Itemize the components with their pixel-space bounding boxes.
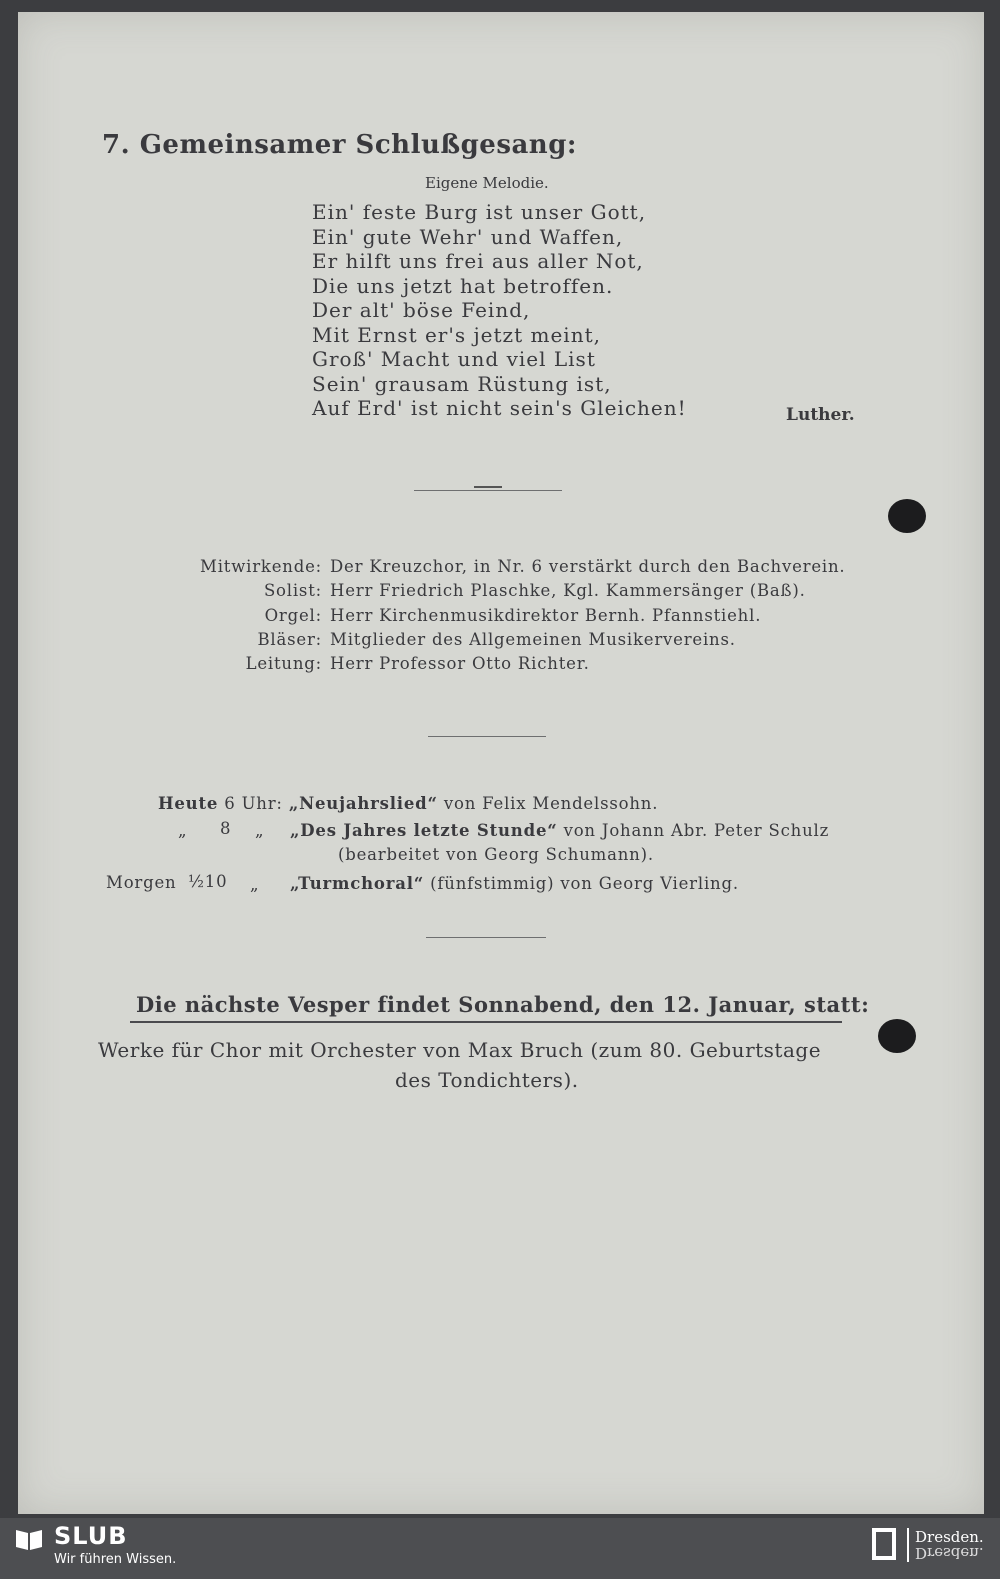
hymn-line: Ein' feste Burg ist unser Gott,: [312, 200, 647, 224]
performer-name: Mitglieder des Allgemeinen Musikervereins.: [330, 629, 736, 649]
city-logo-mirror: Dresden.: [915, 1544, 984, 1562]
divider-ornament: [474, 486, 502, 488]
next-vesper-works: Werke für Chor mit Orchester von Max Bruch (zum 80. Geburtstage: [98, 1038, 822, 1062]
schedule-piece: „Neujahrslied“: [288, 794, 438, 813]
performer-role: Orgel:: [264, 605, 322, 625]
hymn-line: Groß' Macht und viel List: [312, 347, 596, 371]
performer-role: Bläser:: [257, 629, 322, 649]
hymn-line: Auf Erd' ist nicht sein's Gleichen!: [312, 396, 687, 420]
performer-row: [0, 604, 845, 628]
hymn-line: Mit Ernst er's jetzt meint,: [312, 322, 601, 347]
schedule-row: [290, 821, 829, 840]
schedule-time: 8: [220, 819, 232, 838]
brand-tagline: Wir führen Wissen.: [54, 1552, 177, 1567]
hymn-line: Sein' grausam Rüstung ist,: [312, 371, 612, 396]
divider: [428, 736, 546, 737]
schedule-ditto: „: [250, 875, 260, 894]
performers-list: [0, 555, 845, 676]
schedule-note: (bearbeitet von Georg Schumann).: [338, 845, 654, 864]
hymn-line: Der alt' böse Feind,: [312, 298, 531, 322]
hymn-line: Die uns jetzt hat betroffen.: [312, 273, 614, 298]
hymn-line: Ein' gute Wehr' und Waffen,: [312, 224, 624, 249]
performer-row: [0, 628, 845, 652]
brand-name: SLUB: [54, 1522, 128, 1550]
performer-name: Der Kreuzchor, in Nr. 6 verstärkt durch den Bachverein.: [330, 557, 846, 576]
melody-note: Eigene Melodie.: [425, 174, 549, 192]
hymn-author: Luther.: [786, 405, 855, 425]
hymn-line: Er hilft uns frei aus aller Not,: [312, 249, 644, 273]
divider: [414, 490, 562, 491]
city-logo: Dresden.: [915, 1528, 984, 1546]
schedule-piece: „Des Jahres letzte Stunde“: [290, 821, 558, 840]
performer-row: [0, 555, 845, 579]
schedule-day: Morgen: [106, 873, 177, 892]
schedule-time: ½10: [188, 872, 228, 891]
footer-separator: [907, 1528, 909, 1562]
schedule-composer: von Johann Abr. Peter Schulz: [563, 821, 830, 840]
punch-hole: [878, 1019, 916, 1053]
schedule-time: 6 Uhr:: [224, 794, 283, 813]
performer-name: Herr Friedrich Plaschke, Kgl. Kammersänger (Baß).: [330, 581, 806, 601]
schedule-row: [290, 874, 739, 893]
divider: [426, 937, 546, 938]
performer-row: [0, 652, 845, 676]
book-logo-icon: [14, 1526, 44, 1552]
schedule-piece: „Turmchoral“: [290, 874, 425, 893]
section-heading: 7. Gemeinsamer Schlußgesang:: [102, 130, 577, 160]
performer-role: Leitung:: [245, 654, 322, 674]
schedule-row: [158, 794, 658, 813]
hymn-text: [312, 200, 687, 421]
performer-row: [0, 579, 845, 603]
schedule-day: Heute: [158, 794, 219, 813]
next-vesper-works-cont: des Tondichters).: [395, 1068, 579, 1092]
performer-role: Mitwirkende:: [200, 557, 322, 576]
punch-hole: [888, 499, 926, 533]
schedule-composer: von Felix Mendelssohn.: [443, 794, 659, 813]
schedule-composer: (fünfstimmig) von Georg Vierling.: [430, 874, 739, 893]
schedule-ditto: „: [255, 821, 265, 840]
footer-bar: [0, 1518, 1000, 1579]
performer-name: Herr Kirchenmusikdirektor Bernh. Pfannstiehl.: [330, 605, 762, 625]
performer-role: Solist:: [263, 581, 322, 601]
schedule-day: „: [178, 821, 188, 840]
city-crest-icon: [872, 1528, 896, 1560]
next-vesper-notice: Die nächste Vesper findet Sonnabend, den 12. Januar, statt:: [136, 992, 870, 1017]
performer-name: Herr Professor Otto Richter.: [330, 654, 590, 674]
notice-underline: [130, 1021, 842, 1023]
